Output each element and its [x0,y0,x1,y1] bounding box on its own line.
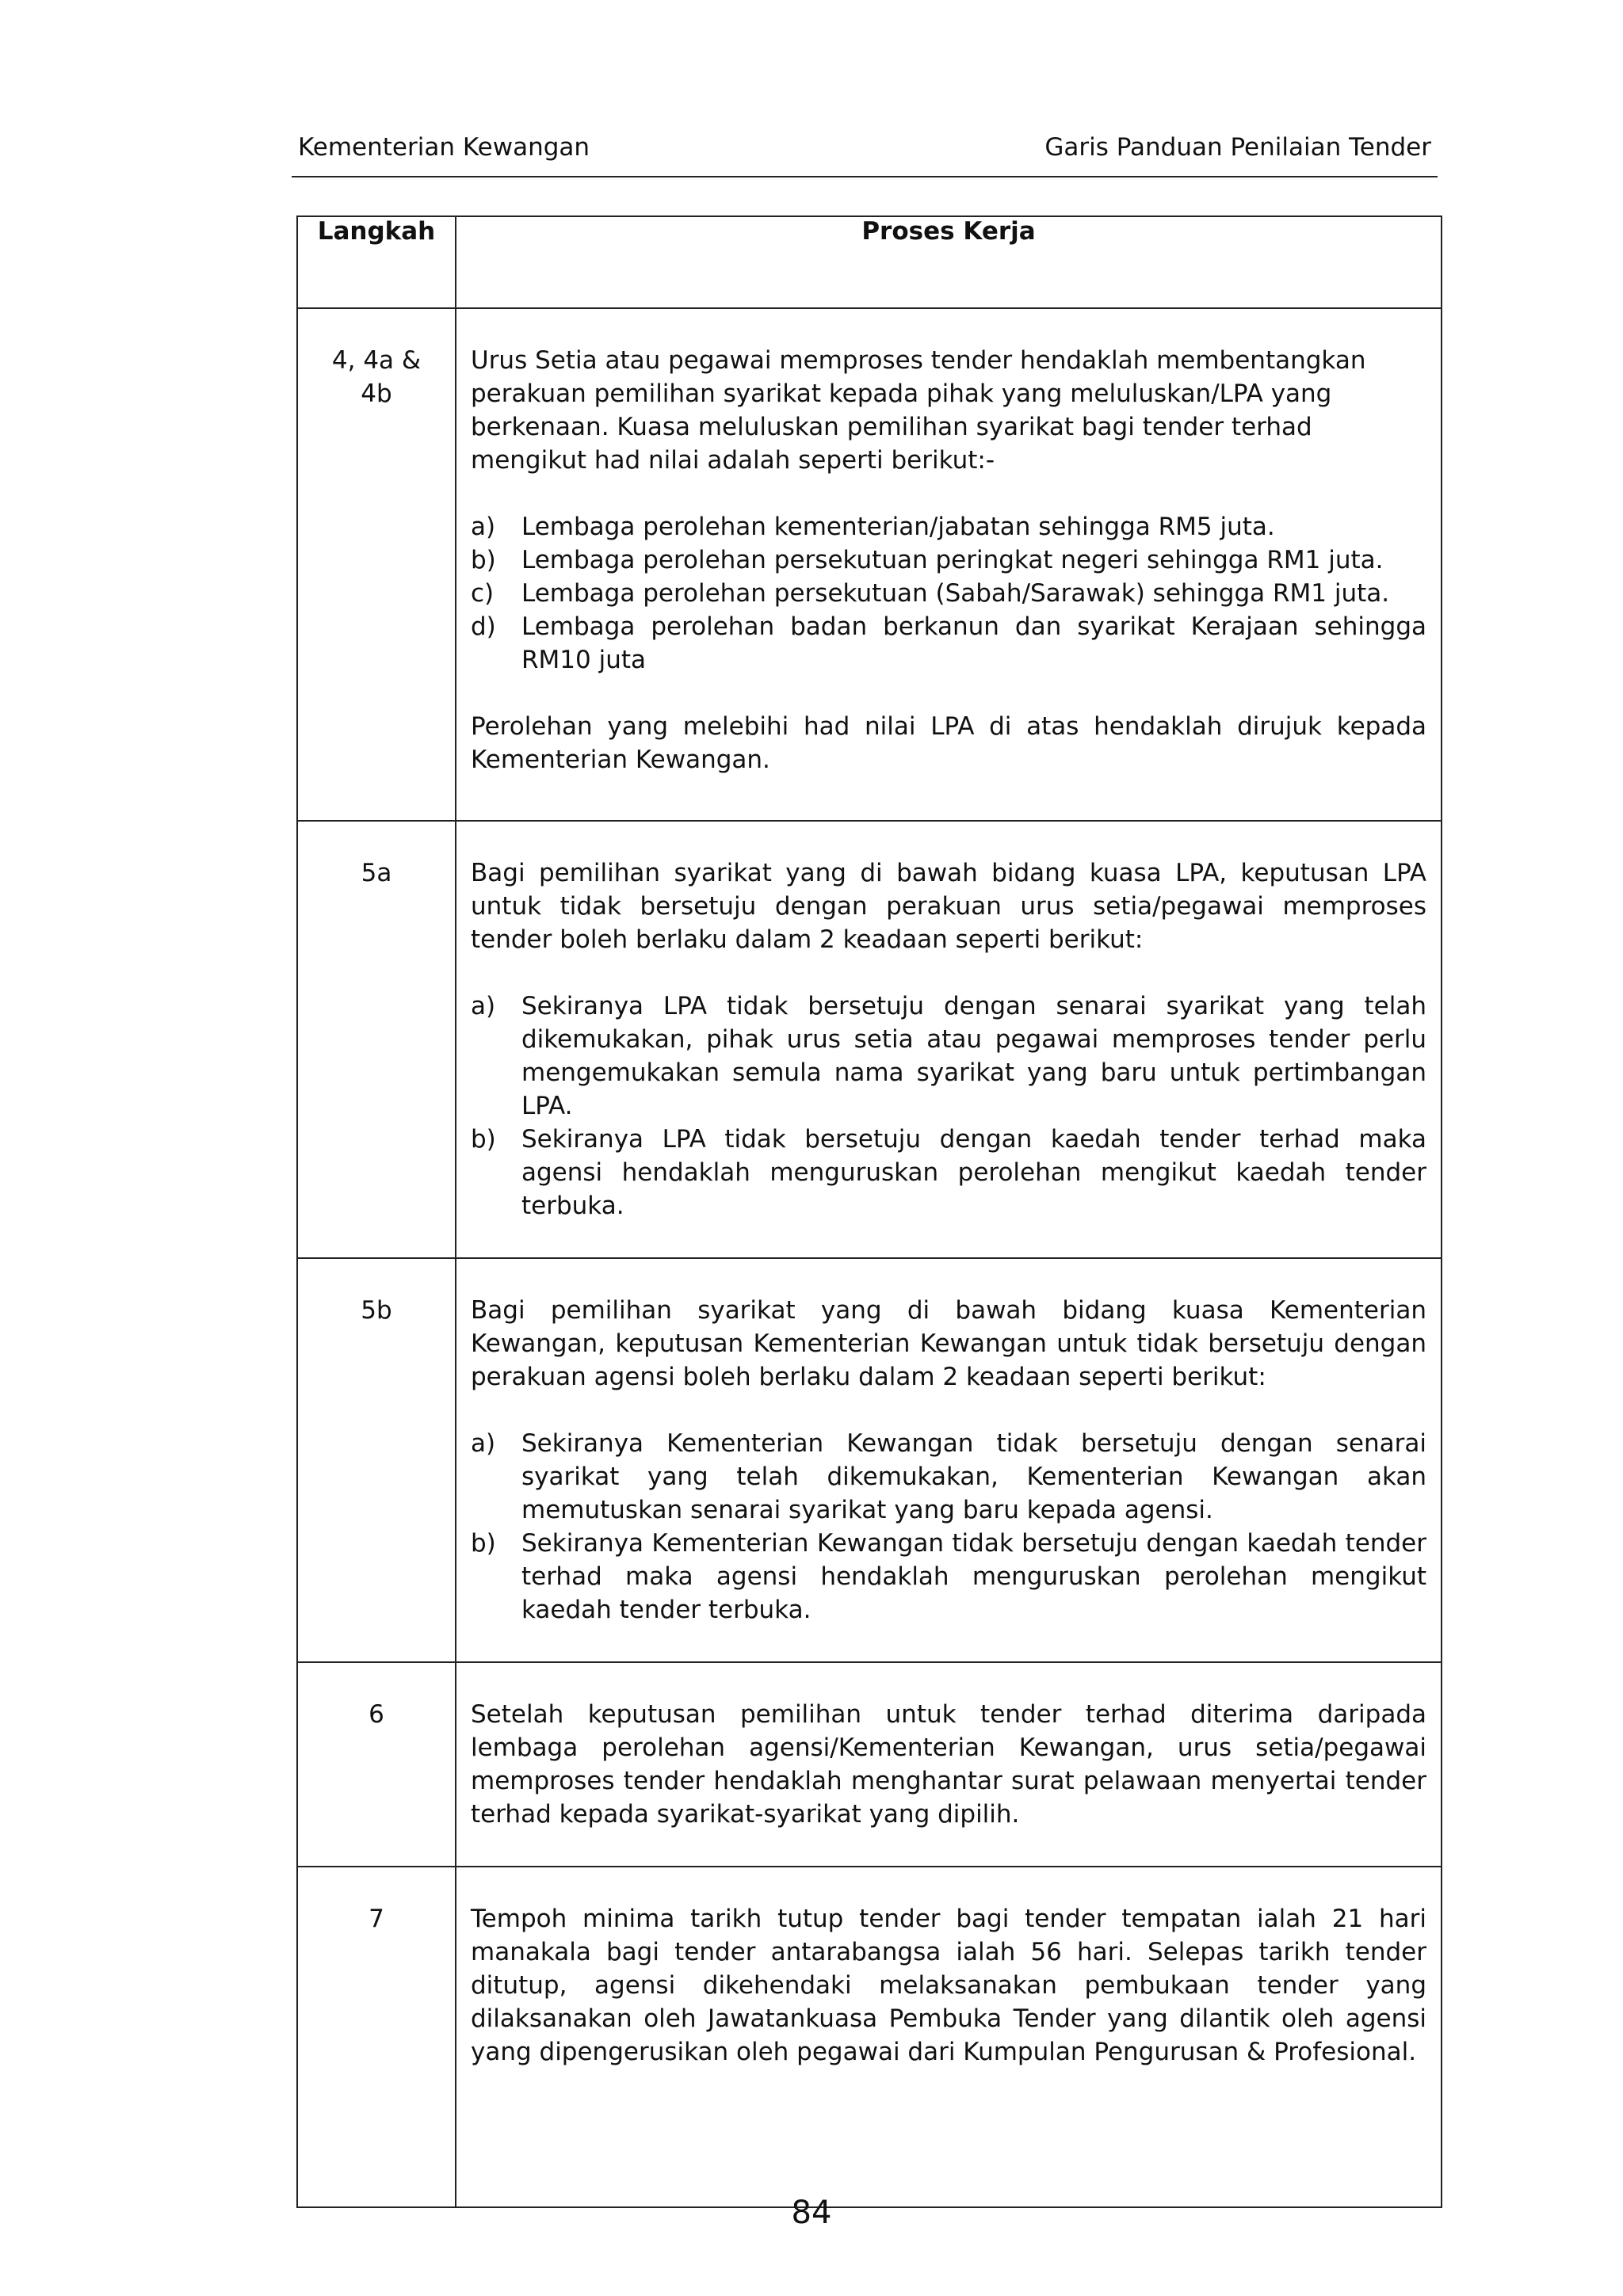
process-table [296,215,1442,2208]
list-item [471,610,1426,677]
list-text: Sekiranya Kementerian Kewangan tidak bersetuju dengan senarai syarikat yang telah dikemukakan, Kementerian Kewangan akan memutuskan senarai syarikat yang baru kepada agensi. [521,1429,1426,1524]
step-cell: 5b [297,1258,456,1662]
process-intro: Bagi pemilihan syarikat yang di bawah bidang kuasa Kementerian Kewangan, keputusan Kementerian Kewangan untuk tidak bersetuju dengan perakuan agensi boleh berlaku dalam 2 keadaan seperti berikut: [471,1296,1426,1391]
table-row [297,821,1442,1258]
list-marker: b) [471,546,496,574]
list-marker: d) [471,612,496,641]
list-text: Sekiranya LPA tidak bersetuju dengan kaedah tender terhad maka agensi hendaklah menguruskan perolehan mengikut kaedah tender terbuka. [521,1125,1426,1220]
list-text: Lembaga perolehan badan berkanun dan syarikat Kerajaan sehingga RM10 juta [521,612,1426,674]
table-row [297,308,1442,821]
table-header-row [297,216,1442,308]
process-list [471,990,1426,1222]
list-item [471,577,1426,610]
list-item [471,1123,1426,1222]
list-text: Sekiranya Kementerian Kewangan tidak bersetuju dengan kaedah tender terhad maka agensi hendaklah menguruskan perolehan mengikut kaedah tender terbuka. [521,1529,1426,1624]
list-marker: a) [471,513,496,541]
list-text: Lembaga perolehan persekutuan peringkat negeri sehingga RM1 juta. [521,546,1384,574]
process-cell [456,821,1442,1258]
process-intro: Setelah keputusan pemilihan untuk tender terhad diterima daripada lembaga perolehan agensi/Kementerian Kewangan, urus setia/pegawai memproses tender hendaklah menghantar surat pelawaan menyertai tender terhad kepada syarikat-syarikat yang dipilih. [471,1700,1426,1829]
step-cell: 4, 4a & 4b [297,308,456,821]
process-intro: Bagi pemilihan syarikat yang di bawah bidang kuasa LPA, keputusan LPA untuk tidak bersetuju dengan perakuan urus setia/pegawai memproses tender boleh berlaku dalam 2 keadaan seperti berikut: [471,859,1426,954]
process-cell [456,1662,1442,1867]
list-text: Sekiranya LPA tidak bersetuju dengan senarai syarikat yang telah dikemukakan, pihak urus setia atau pegawai memproses tender perlu mengemukakan semula nama syarikat yang baru untuk pertimbangan LPA. [521,992,1426,1120]
page-header [292,133,1438,177]
list-marker: a) [471,1429,496,1458]
process-list [471,1427,1426,1627]
list-item [471,543,1426,577]
page-number: 84 [791,2195,832,2231]
step-cell: 5a [297,821,456,1258]
list-marker: b) [471,1529,496,1558]
list-marker: b) [471,1125,496,1154]
column-header-process: Proses Kerja [456,216,1442,308]
step-cell: 7 [297,1867,456,2207]
process-cell [456,1867,1442,2207]
list-item [471,510,1426,543]
list-text: Lembaga perolehan persekutuan (Sabah/Sarawak) sehingga RM1 juta. [521,579,1390,608]
table-row [297,1258,1442,1662]
column-header-step: Langkah [297,216,456,308]
process-cell [456,308,1442,821]
process-cell [456,1258,1442,1662]
step-cell: 6 [297,1662,456,1867]
process-intro: Urus Setia atau pegawai memproses tender hendaklah membentangkan perakuan pemilihan syarikat kepada pihak yang meluluskan/LPA yang berkenaan. Kuasa meluluskan pemilihan syarikat bagi tender terhad mengikut had nilai adalah seperti berikut:- [471,346,1366,475]
list-item [471,1527,1426,1627]
process-intro: Tempoh minima tarikh tutup tender bagi tender tempatan ialah 21 hari manakala bagi tender antarabangsa ialah 56 hari. Selepas tarikh tender ditutup, agensi dikehendaki melaksanakan pembukaan tender yang dilaksanakan oleh Jawatankuasa Pembuka Tender yang dilantik oleh agensi yang dipengerusikan oleh pegawai dari Kumpulan Pengurusan & Profesional. [471,1905,1426,2066]
list-marker: a) [471,992,496,1020]
header-ministry: Kementerian Kewangan [298,133,590,162]
process-list [471,510,1426,677]
list-item [471,990,1426,1123]
list-item [471,1427,1426,1527]
table-row [297,1662,1442,1867]
list-text: Lembaga perolehan kementerian/jabatan sehingga RM5 juta. [521,513,1275,541]
table-row [297,1867,1442,2207]
list-marker: c) [471,579,495,608]
header-document-title: Garis Panduan Penilaian Tender [1044,133,1431,162]
process-outro: Perolehan yang melebihi had nilai LPA di atas hendaklah dirujuk kepada Kementerian Kewangan. [471,712,1426,774]
